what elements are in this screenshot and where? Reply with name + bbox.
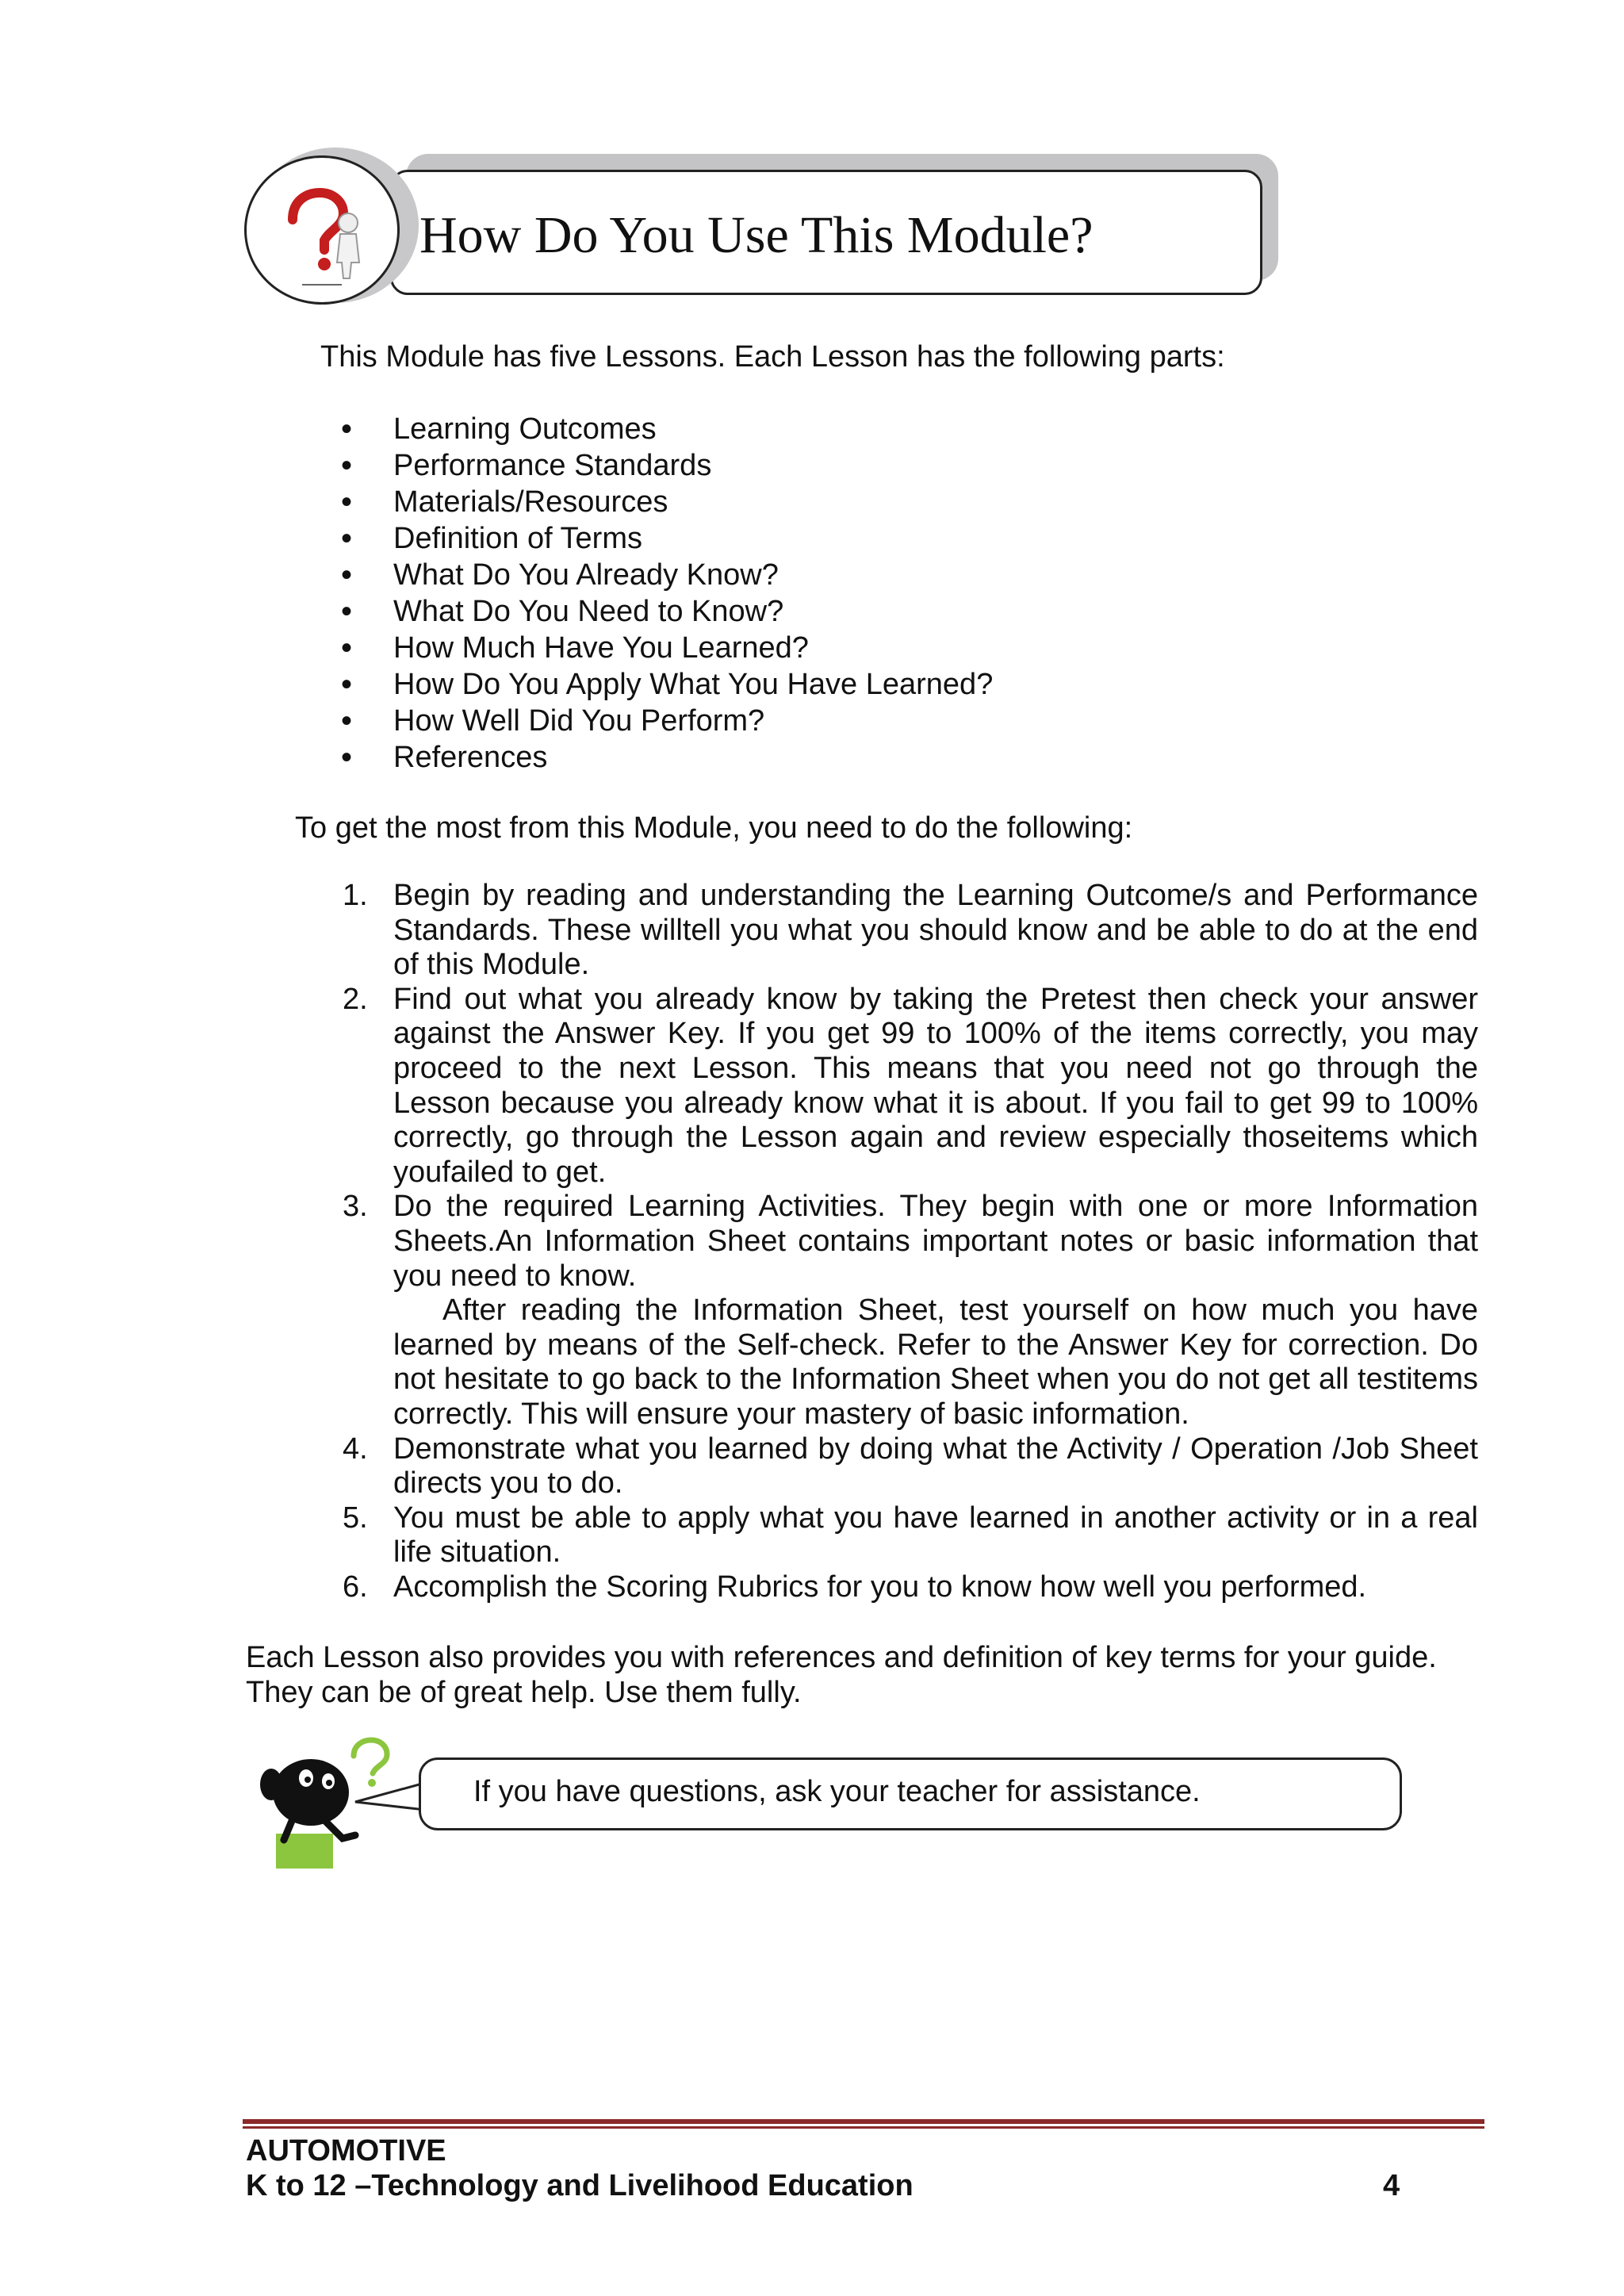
footer-subject: AUTOMOTIVE xyxy=(246,2134,446,2168)
step-text-continued: After reading the Information Sheet, test yourself on how much you have learned by means of the Self-check. Refer to the Answer Key for correction. Do not hesitate to go back to the Information Sheet when you do not get all testitems correctly. This will ensure your mastery of basic information. xyxy=(393,1294,1478,1431)
step-item xyxy=(341,1501,1478,1570)
step-number: 2. xyxy=(343,982,368,1016)
step-text: Begin by reading and understanding the Learning Outcome/s and Performance Standards. These willtell you what you should know and be able to do at the end of this Module. xyxy=(393,879,1478,982)
step-text: Do the required Learning Activities. They begin with one or more Information Sheets.An Information Sheet contains important notes or basic information that you need to know. xyxy=(393,1190,1478,1293)
step-number: 1. xyxy=(343,879,368,912)
lesson-parts-list xyxy=(341,411,993,776)
bubble-text: If you have questions, ask your teacher for assistance. xyxy=(473,1775,1201,1808)
step-number: 3. xyxy=(343,1190,368,1224)
page-title: How Do You Use This Module? xyxy=(419,206,1094,264)
list-item: • References xyxy=(341,739,993,776)
step-item xyxy=(341,1432,1478,1501)
step-item xyxy=(341,1190,1478,1432)
question-mark-figure-icon xyxy=(247,158,397,302)
step-item xyxy=(341,879,1478,983)
list-item: • What Do You Already Know? xyxy=(341,557,993,593)
list-item: • Performance Standards xyxy=(341,447,993,484)
step-number: 5. xyxy=(343,1501,368,1535)
footer-course: K to 12 –Technology and Livelihood Education xyxy=(246,2169,914,2202)
title-banner xyxy=(390,170,1262,295)
step-text: You must be able to apply what you have learned in another activity or in a real life situation. xyxy=(393,1501,1478,1570)
step-number: 4. xyxy=(343,1432,368,1466)
step-item xyxy=(341,983,1478,1190)
step-item xyxy=(341,1570,1478,1605)
page-number: 4 xyxy=(1383,2169,1400,2202)
instructions-lead: To get the most from this Module, you need to do the following: xyxy=(295,811,1133,845)
closing-line: They can be of great help. Use them fully. xyxy=(246,1676,802,1709)
step-text: Demonstrate what you learned by doing what the Activity / Operation /Job Sheet directs you to do. xyxy=(393,1432,1478,1501)
footer-rule xyxy=(243,2119,1484,2130)
list-item: • Materials/Resources xyxy=(341,484,993,520)
closing-line: Each Lesson also provides you with references and definition of key terms for your guide. xyxy=(246,1641,1437,1674)
list-item: • Definition of Terms xyxy=(341,520,993,557)
intro-text: This Module has five Lessons. Each Lesson has the following parts: xyxy=(320,340,1225,374)
thinking-character-icon xyxy=(244,1734,427,1870)
list-item: • How Well Did You Perform? xyxy=(341,703,993,739)
list-item: • How Do You Apply What You Have Learned? xyxy=(341,666,993,703)
step-text: Accomplish the Scoring Rubrics for you to know how well you performed. xyxy=(393,1570,1367,1604)
speech-bubble xyxy=(419,1757,1402,1830)
list-item: • How Much Have You Learned? xyxy=(341,630,993,666)
steps-list xyxy=(341,879,1478,1604)
step-number: 6. xyxy=(343,1570,368,1604)
step-text: Find out what you already know by taking the Pretest then check your answer against the Answer Key. If you get 99 to 100% of the items correctly, you may proceed to the next Lesson. This means that you need not go through the Lesson because you already know what it is about. If you fail to get 99 to 100% correctly, go through the Lesson again and review especially thoseitems which youfailed to get. xyxy=(393,982,1478,1189)
question-icon-badge xyxy=(244,155,400,305)
closing-paragraph xyxy=(246,1640,1483,1710)
list-item: • Learning Outcomes xyxy=(341,411,993,447)
list-item: • What Do You Need to Know? xyxy=(341,593,993,630)
